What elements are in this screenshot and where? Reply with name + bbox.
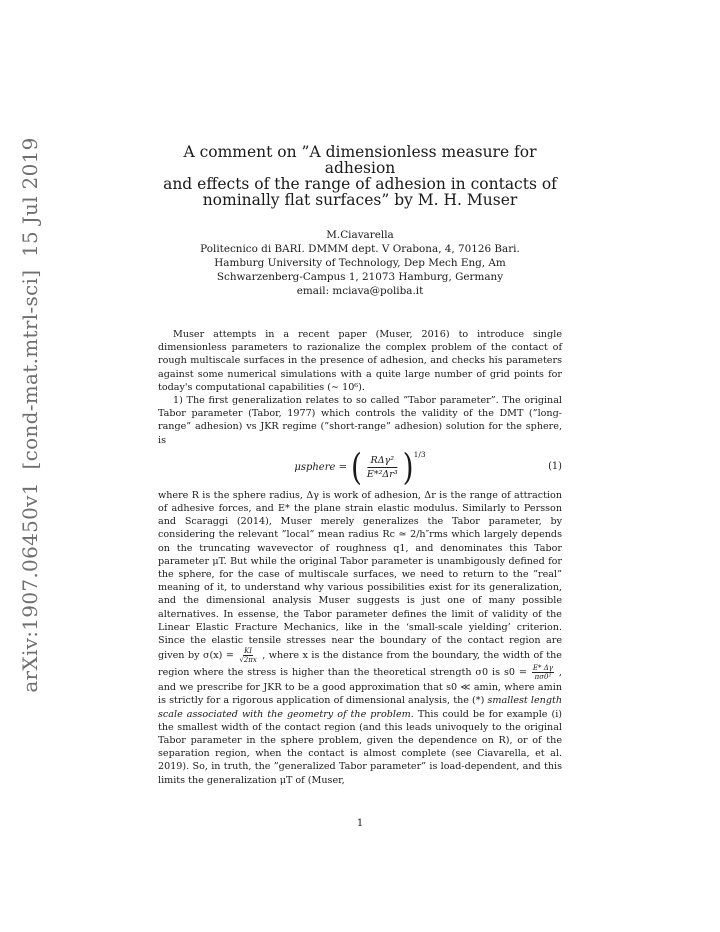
arxiv-category: [cond-mat.mtrl-sci] (18, 269, 42, 470)
paragraph-1: 1) The first generalization relates to so called ”Tabor parameter”. The original Tabor parameter (Tabor, 1977) which controls the validity of the DMT (”long-range” adhesion) vs JKR regime (”short-range” adhesion) solution for the sphere, is (158, 395, 562, 446)
equation-fraction (364, 455, 401, 480)
equation-1 (158, 445, 562, 489)
stress-fraction-den: √2πx (239, 656, 257, 665)
title-line-1: A comment on ”A dimensionless measure for adhesion (183, 143, 537, 177)
inline-fraction-stress (238, 647, 257, 664)
s0-fraction-den: πσ0² (534, 673, 552, 682)
arxiv-stamp-text (18, 134, 42, 695)
equation-lhs: μsphere = (294, 462, 347, 474)
paper-title (158, 144, 562, 208)
arxiv-date: 15 Jul 2019 (18, 137, 42, 257)
paragraph-2-part-b: , where x is the distance from the boundary, the width of the region where the stress is higher than the theoretical strength σ0 is s0 = (158, 650, 562, 679)
affiliation-2: Hamburg University of Technology, Dep Mech Eng, Am (214, 257, 506, 269)
paragraph-2-emphasis: smallest length scale associated with the geometry of the problem. (158, 695, 562, 720)
paragraph-2 (158, 489, 562, 787)
equation-number: (1) (548, 460, 562, 472)
arxiv-id: arXiv:1907.06450v1 (18, 482, 42, 693)
equation-denominator: E*²Δr³ (366, 469, 398, 481)
paragraph-2-part-a: where R is the sphere radius, Δγ is work of adhesion, Δr is the range of attraction of adhesive forces, and E* the plane strain elastic modulus. Similarly to Persson and Scaraggi (2014), Muser merely generalizes the Tabor parameter, by considering the relevant ”local” mean radius Rc ≃ 2/h″rms which largely depends on the truncating wavevector of roughness q1, and denominates this Tabor parameter μT. But while the original Tabor parameter is unambigously defined for the sphere, for the case of multiscale surfaces, we need to return to the ”real” meaning of it, to understand why various possibilities exist for its generalization, and the dimensional analysis Muser suggests is just one of many possible alternatives. In essense, the Tabor parameter defines the limit of validity of the Linear Elastic Fracture Mechanics, like in the ‘small-scale yielding’ criterion. Since the elastic tensile stresses near the boundary of the contact region are given by σ(x) = (158, 489, 562, 662)
right-paren: ) (402, 445, 414, 489)
author-name: M.Ciavarella (326, 229, 394, 241)
arxiv-sidebar-stamp (12, 137, 48, 693)
paragraph-2-part-c: , and we prescribe for JKR to be a good approximation that s0 ≪ amin, where amin is strictly for a rigorous application of dimensional analysis, the (*) (158, 667, 562, 707)
title-line-3: nominally flat surfaces” by M. H. Muser (202, 191, 518, 209)
author-block (158, 228, 562, 298)
paper-page (158, 144, 562, 787)
paragraph-2-part-d: This could be for example (i) the smallest width of the contact region (and this leads univoquely to the original Tabor parameter in the sphere problem, given the dependence on R), or of the separation region, when the contact is almost complete (see Ciavarella, et al. 2019). So, in truth, the ”generalized Tabor parameter” is load-dependent, and this limits the generalization μT of (Muser, (158, 708, 563, 786)
stress-fraction-num: KI (244, 647, 253, 656)
s0-fraction-num: E* Δγ (532, 664, 553, 673)
equation-numerator: RΔγ² (368, 455, 398, 468)
inline-fraction-s0 (532, 664, 554, 681)
author-email: email: mciava@poliba.it (296, 285, 424, 297)
abstract: Muser attempts in a recent paper (Muser, 2016) to introduce single dimensionless parameters to razionalize the complex problem of the contact of rough multiscale surfaces in the presence of adhesion, and checks his parameters against some numerical simulations with a quite large number of grid points for today's computational capabilities (∼ 10⁶). (158, 329, 562, 393)
left-paren: ( (350, 445, 362, 489)
page-number: 1 (356, 818, 364, 829)
equation-exponent: 1/3 (413, 449, 426, 459)
affiliation-3: Schwarzenberg-Campus 1, 21073 Hamburg, Germany (216, 271, 504, 283)
affiliation-1: Politecnico di BARI. DMMM dept. V Orabona, 4, 70126 Bari. (200, 243, 520, 255)
title-line-2: and effects of the range of adhesion in contacts of (163, 175, 557, 193)
